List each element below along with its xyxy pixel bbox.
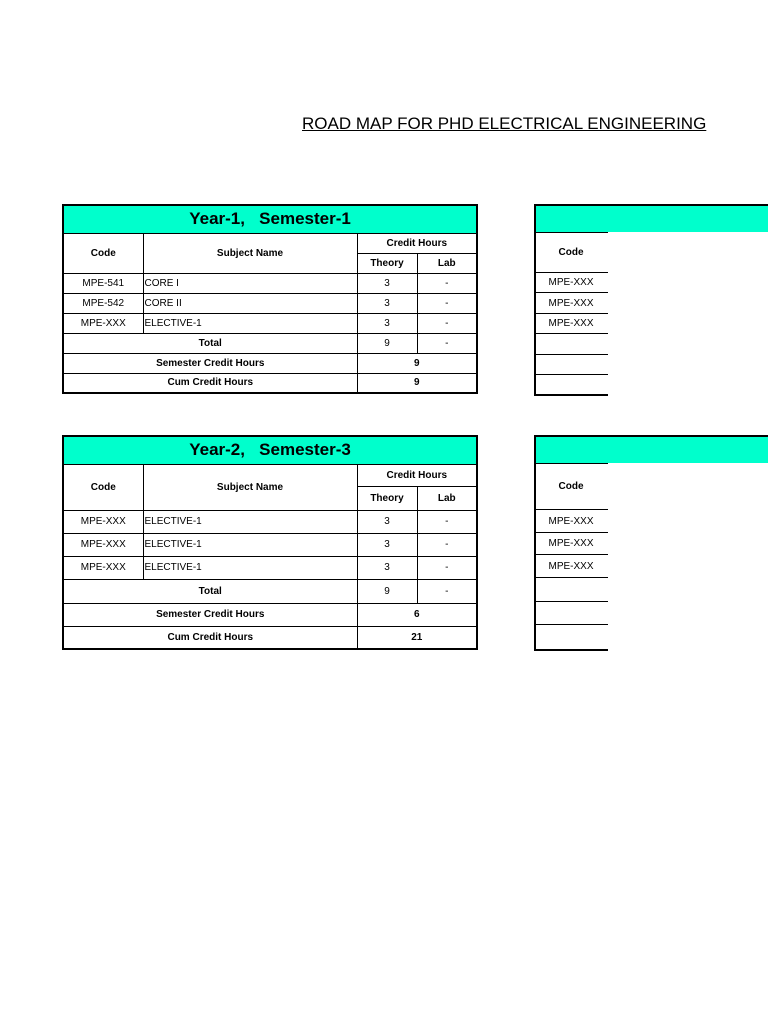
heading-semester: Semester-3 bbox=[259, 440, 351, 460]
theory-hours: 3 bbox=[357, 556, 417, 579]
subject-name: ELECTIVE-1 bbox=[143, 510, 357, 533]
table-row bbox=[63, 293, 477, 313]
page-title: ROAD MAP FOR PHD ELECTRICAL ENGINEERING bbox=[302, 114, 707, 133]
heading-year: Year-1, bbox=[189, 209, 245, 229]
cum-credit-label: Cum Credit Hours bbox=[63, 626, 357, 649]
subject-name: CORE II bbox=[143, 293, 357, 313]
total-theory: 9 bbox=[357, 579, 417, 603]
heading-semester: Semester-1 bbox=[259, 209, 351, 229]
col-subject-header: Subject Name bbox=[143, 233, 357, 273]
total-lab: - bbox=[417, 579, 477, 603]
lab-hours: - bbox=[417, 533, 477, 556]
course-code: MPE-541 bbox=[63, 273, 143, 293]
semester-heading-right bbox=[534, 204, 768, 232]
theory-hours: 3 bbox=[357, 313, 417, 333]
theory-hours: 3 bbox=[357, 293, 417, 313]
course-code: MPE-XXX bbox=[534, 555, 608, 578]
col-lab-header: Lab bbox=[417, 486, 477, 510]
course-code: MPE-XXX bbox=[63, 533, 143, 556]
theory-hours: 3 bbox=[357, 273, 417, 293]
subject-name: ELECTIVE-1 bbox=[143, 533, 357, 556]
course-code: MPE-XXX bbox=[534, 293, 608, 314]
col-theory-header: Theory bbox=[357, 486, 417, 510]
total-label: Total bbox=[63, 333, 357, 353]
table-row bbox=[63, 313, 477, 333]
lab-hours: - bbox=[417, 313, 477, 333]
col-code-header: Code bbox=[534, 463, 608, 510]
lab-hours: - bbox=[417, 293, 477, 313]
empty-row bbox=[534, 334, 608, 355]
semester-credit-row bbox=[63, 353, 477, 373]
empty-row bbox=[534, 355, 608, 375]
course-code: MPE-XXX bbox=[534, 273, 608, 293]
semester-heading bbox=[63, 436, 477, 464]
table-row bbox=[63, 533, 477, 556]
cum-credit-value: 9 bbox=[357, 373, 477, 393]
total-row bbox=[63, 333, 477, 353]
col-code-header: Code bbox=[63, 464, 143, 510]
title-clip bbox=[0, 108, 707, 140]
semester-heading-right bbox=[534, 435, 768, 463]
subject-name: ELECTIVE-1 bbox=[143, 556, 357, 579]
col-subject-header: Subject Name bbox=[143, 464, 357, 510]
course-code: MPE-542 bbox=[63, 293, 143, 313]
theory-hours: 3 bbox=[357, 533, 417, 556]
course-code: MPE-XXX bbox=[534, 314, 608, 334]
semester-table-2 bbox=[62, 435, 478, 650]
empty-row bbox=[534, 578, 608, 602]
lab-hours: - bbox=[417, 510, 477, 533]
semester-table-1 bbox=[62, 204, 478, 394]
table-row bbox=[63, 273, 477, 293]
col-credit-header: Credit Hours bbox=[357, 233, 477, 253]
cum-credit-label: Cum Credit Hours bbox=[63, 373, 357, 393]
total-row bbox=[63, 579, 477, 603]
cum-credit-row bbox=[63, 373, 477, 393]
col-lab-header: Lab bbox=[417, 253, 477, 273]
semester-credit-row bbox=[63, 603, 477, 626]
col-code-header: Code bbox=[63, 233, 143, 273]
cum-credit-value: 21 bbox=[357, 626, 477, 649]
semester-credit-label: Semester Credit Hours bbox=[63, 353, 357, 373]
total-theory: 9 bbox=[357, 333, 417, 353]
table-row bbox=[63, 556, 477, 579]
col-theory-header: Theory bbox=[357, 253, 417, 273]
theory-hours: 3 bbox=[357, 510, 417, 533]
empty-row bbox=[534, 602, 608, 625]
lab-hours: - bbox=[417, 273, 477, 293]
semester-heading bbox=[63, 205, 477, 233]
heading-year: Year-2, bbox=[189, 440, 245, 460]
semester-credit-value: 9 bbox=[357, 353, 477, 373]
semester-credit-value: 6 bbox=[357, 603, 477, 626]
course-code: MPE-XXX bbox=[534, 533, 608, 555]
course-code: MPE-XXX bbox=[63, 313, 143, 333]
total-lab: - bbox=[417, 333, 477, 353]
cum-credit-row bbox=[63, 626, 477, 649]
course-code: MPE-XXX bbox=[63, 510, 143, 533]
subject-name: ELECTIVE-1 bbox=[143, 313, 357, 333]
semester-credit-label: Semester Credit Hours bbox=[63, 603, 357, 626]
col-code-header: Code bbox=[534, 232, 608, 273]
crop-mask bbox=[608, 232, 768, 402]
course-code: MPE-XXX bbox=[534, 510, 608, 533]
col-credit-header: Credit Hours bbox=[357, 464, 477, 486]
crop-mask bbox=[608, 463, 768, 663]
table-row bbox=[63, 510, 477, 533]
lab-hours: - bbox=[417, 556, 477, 579]
course-code: MPE-XXX bbox=[63, 556, 143, 579]
total-label: Total bbox=[63, 579, 357, 603]
subject-name: CORE I bbox=[143, 273, 357, 293]
